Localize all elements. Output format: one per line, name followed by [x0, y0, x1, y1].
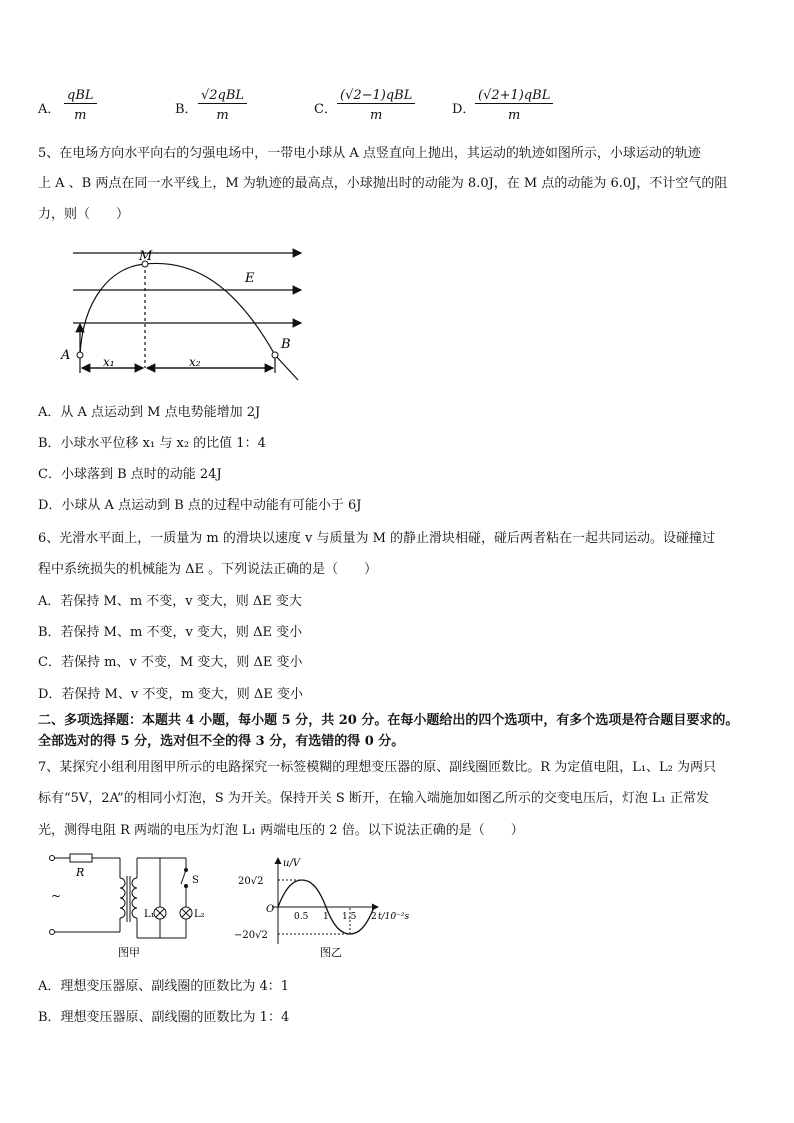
q6-stem-line-1: 6、光滑水平面上，一质量为 m 的滑块以速度 v 与质量为 M 的静止滑块相碰，碰后两者粘在一起共同运动。设碰撞过 [38, 531, 716, 546]
q7-stem-line-1: 7、某探究小组利用图甲所示的电路探究一标签模糊的理想变压器的原、副线圈匝数比。R 为定值电阻，L₁、L₂ 为两只 [38, 760, 717, 775]
q4-option-c-label: C． [314, 102, 337, 117]
q5-option-a: A．从 A 点运动到 M 点电势能增加 2J [38, 405, 261, 420]
label-u-axis: u/V [283, 858, 301, 869]
q6-option-d: D．若保持 M、v 不变，m 变大，则 ΔE 变小 [38, 687, 303, 702]
label-a: A [61, 348, 71, 363]
q6-stem-line-2: 程中系统损失的机械能为 ΔE 。下列说法正确的是（ ） [38, 562, 378, 577]
label-origin: O [266, 904, 275, 915]
q4-option-a-fraction: qBL m [64, 88, 97, 123]
q4-option-a-label: A． [38, 102, 61, 117]
tick-2: 2 [371, 912, 377, 922]
section2-line-2: 全部选对的得 5 分，选对但不全的得 3 分，有选错的得 0 分。 [38, 734, 405, 749]
q5-stem-line-3: 力，则（ ） [38, 207, 130, 222]
label-x2: x₂ [189, 355, 201, 369]
label-l2: L₂ [194, 909, 205, 920]
q7-stem-line-3: 光，测得电阻 R 两端的电压为灯泡 L₁ 两端电压的 2 倍。以下说法正确的是（ ） [38, 823, 524, 838]
q5-trajectory-figure [55, 240, 315, 385]
section2-line-1: 二、多项选择题：本题共 4 小题，每小题 5 分，共 20 分。在每小题给出的四个选项中，有多个选项是符合题目要求的。 [38, 713, 739, 728]
q6-option-a: A．若保持 M、m 不变，v 变大，则 ΔE 变大 [38, 594, 302, 609]
q7-stem-line-2: 标有“5V，2A”的相同小灯泡，S 为开关。保持开关 S 断开，在输入端施加如图乙所示的交变电压后，灯泡 L₁ 正常发 [38, 791, 710, 806]
input-terminal-top [50, 856, 55, 861]
input-terminal-bottom [50, 930, 55, 935]
q4-option-b-label: B． [175, 102, 198, 117]
q7-option-a: A．理想变压器原、副线圈的匝数比为 4：1 [38, 979, 290, 994]
caption-jia: 图甲 [118, 946, 140, 959]
label-t-axis: t/10⁻²s [378, 912, 410, 922]
caption-yi: 图乙 [320, 946, 342, 959]
label-ac-source: ~ [51, 889, 62, 903]
q5-stem-line-2: 上 A 、B 两点在同一水平线上，M 为轨迹的最高点，小球抛出时的动能为 8.0J，在 M 点的动能为 6.0J，不计空气的阻 [38, 176, 728, 191]
q4-option-d-label: D． [452, 102, 476, 117]
tick-0-5: 0.5 [294, 912, 309, 922]
label-b: B [281, 337, 291, 352]
tick-1-5: 1.5 [342, 912, 357, 922]
primary-coil [120, 878, 125, 918]
label-x1: x₁ [103, 355, 115, 369]
label-m: M [139, 249, 153, 264]
label-r: R [76, 866, 85, 879]
point-b-dot [272, 352, 278, 358]
q5-option-b: B．小球水平位移 x₁ 与 x₂ 的比值 1：4 [38, 436, 266, 451]
q4-option-d-fraction: (√2+1)qBL m [475, 88, 553, 123]
label-s: S [192, 875, 199, 886]
q7-circuit-figure [40, 850, 210, 960]
q6-option-c: C．若保持 m、v 不变，M 变大，则 ΔE 变小 [38, 655, 303, 670]
q5-stem-line-1: 5、在电场方向水平向右的匀强电场中，一带电小球从 A 点竖直向上抛出，其运动的轨迹如图所示，小球运动的轨迹 [38, 146, 701, 161]
resistor-r [70, 854, 92, 862]
q5-option-c: C．小球落到 B 点时的动能 24J [38, 467, 222, 482]
point-a-dot [77, 352, 83, 358]
q6-option-b: B．若保持 M、m 不变，v 变大，则 ΔE 变小 [38, 625, 303, 640]
secondary-coil [132, 878, 137, 918]
tick-1: 1 [323, 912, 329, 922]
label-y-bottom: −20√2 [234, 930, 268, 941]
switch-s [181, 870, 186, 884]
label-y-top: 20√2 [238, 876, 264, 887]
q7-option-b: B．理想变压器原、副线圈的匝数比为 1：4 [38, 1010, 290, 1025]
label-l1: L₁ [144, 909, 155, 920]
label-e: E [245, 271, 255, 286]
q5-option-d: D．小球从 A 点运动到 B 点的过程中动能有可能小于 6J [38, 498, 362, 513]
q4-option-c-fraction: (√2−1)qBL m [337, 88, 415, 123]
q4-option-b-fraction: √2qBL m [198, 88, 247, 123]
q7-waveform-figure [232, 852, 422, 962]
